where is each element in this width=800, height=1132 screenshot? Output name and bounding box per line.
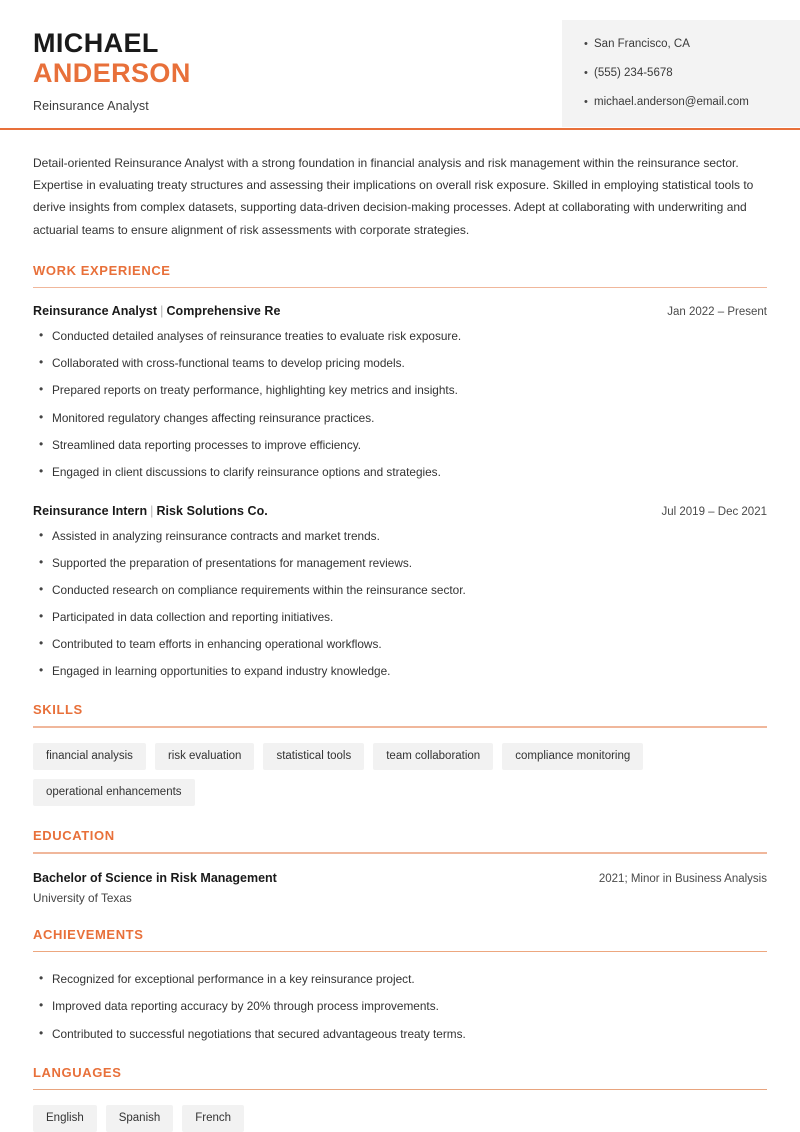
list-item: • Monitored regulatory changes affecting reinsurance practices. bbox=[33, 410, 767, 427]
experience-entry-header bbox=[33, 504, 767, 518]
section-skills bbox=[33, 702, 767, 806]
list-item: • Contributed to team efforts in enhancing operational workflows. bbox=[33, 636, 767, 653]
list-item: • Participated in data collection and reporting initiatives. bbox=[33, 609, 767, 626]
skill-tag: statistical tools bbox=[263, 743, 364, 770]
contact-phone[interactable] bbox=[584, 66, 800, 81]
experience-entry-header bbox=[33, 304, 767, 318]
education-school: University of Texas bbox=[33, 890, 132, 905]
list-item: • Conducted detailed analyses of reinsurance treaties to evaluate risk exposure. bbox=[33, 328, 767, 345]
identity-block bbox=[0, 18, 191, 113]
skill-tag: compliance monitoring bbox=[502, 743, 643, 770]
experience-role-0: Reinsurance Analyst bbox=[33, 304, 158, 319]
language-tag: Spanish bbox=[106, 1105, 174, 1132]
section-title-achievements: ACHIEVEMENTS bbox=[33, 926, 144, 942]
experience-title-0 bbox=[33, 304, 281, 318]
skill-tag: risk evaluation bbox=[155, 743, 255, 770]
experience-bullets-0 bbox=[33, 328, 767, 481]
list-item: • Engaged in client discussions to clarify reinsurance options and strategies. bbox=[33, 464, 767, 481]
experience-date-1: Jul 2019 – Dec 2021 bbox=[661, 505, 767, 518]
contact-location bbox=[584, 37, 800, 52]
list-item: • Streamlined data reporting processes to improve efficiency. bbox=[33, 437, 767, 454]
contact-panel bbox=[562, 20, 800, 127]
experience-bullets-1 bbox=[33, 528, 767, 681]
education-meta: 2021; Minor in Business Analysis bbox=[598, 872, 767, 885]
section-rule-work bbox=[33, 287, 767, 289]
skill-tag: team collaboration bbox=[373, 743, 493, 770]
education-entry-header bbox=[33, 871, 767, 885]
experience-date-0: Jan 2022 – Present bbox=[667, 306, 767, 319]
section-achievements bbox=[33, 927, 767, 1043]
section-title-work: WORK EXPERIENCE bbox=[33, 262, 171, 278]
resume-header bbox=[0, 0, 800, 128]
experience-entry bbox=[33, 504, 767, 681]
languages-tag-list bbox=[33, 1105, 767, 1132]
list-item: • Recognized for exceptional performance in a key reinsurance project. bbox=[33, 971, 767, 988]
section-title-education: EDUCATION bbox=[33, 828, 115, 844]
list-item: • Collaborated with cross-functional teams to develop pricing models. bbox=[33, 355, 767, 372]
language-tag: English bbox=[33, 1105, 97, 1132]
section-rule-education bbox=[33, 852, 767, 854]
section-rule-skills bbox=[33, 726, 767, 728]
bullet-icon: • bbox=[584, 38, 588, 50]
contact-phone-text[interactable]: (555) 234-5678 bbox=[594, 66, 673, 79]
section-rule-languages bbox=[33, 1089, 767, 1091]
skill-tag: financial analysis bbox=[33, 743, 146, 770]
list-item: • Conducted research on compliance requirements within the reinsurance sector. bbox=[33, 582, 767, 599]
contact-location-text: San Francisco, CA bbox=[594, 38, 690, 50]
first-name: MICHAEL bbox=[33, 28, 159, 58]
job-title: Reinsurance Analyst bbox=[33, 99, 149, 114]
section-languages bbox=[33, 1065, 767, 1132]
section-education bbox=[33, 828, 767, 905]
achievements-list bbox=[33, 971, 767, 1042]
education-degree: Bachelor of Science in Risk Management bbox=[33, 870, 277, 885]
name-last-line bbox=[33, 58, 191, 88]
list-item: • Prepared reports on treaty performance, highlighting key metrics and insights. bbox=[33, 382, 767, 399]
skill-tag: operational enhancements bbox=[33, 779, 195, 806]
language-tag: French bbox=[182, 1105, 244, 1132]
list-item: • Supported the preparation of presentations for management reviews. bbox=[33, 555, 767, 572]
professional-summary: Detail-oriented Reinsurance Analyst with a strong foundation in financial analysis and risk management within the reinsurance sector. Expertise in evaluating treaty structures and assessing their implications on overall risk exposure. Skilled in employing statistical tools to derive insights from complex datasets, supporting data-driven decision-making processes. Adept at collaborating with underwriting and actuarial teams to ensure alignment of risk assessments with corporate strategies. bbox=[33, 156, 754, 237]
experience-role-1: Reinsurance Intern bbox=[33, 503, 148, 518]
title-separator: | bbox=[150, 503, 154, 518]
name-first-line bbox=[33, 28, 191, 58]
list-item: • Assisted in analyzing reinsurance contracts and market trends. bbox=[33, 528, 767, 545]
skills-tag-list bbox=[33, 743, 767, 806]
resume-body bbox=[0, 130, 800, 1132]
experience-title-1 bbox=[33, 504, 268, 518]
list-item: • Engaged in learning opportunities to expand industry knowledge. bbox=[33, 663, 767, 680]
contact-email[interactable] bbox=[584, 95, 800, 110]
experience-entry bbox=[33, 304, 767, 481]
last-name: ANDERSON bbox=[33, 58, 191, 89]
contact-email-text[interactable]: michael.anderson@email.com bbox=[594, 95, 749, 108]
experience-company-0: Comprehensive Re bbox=[166, 304, 281, 319]
section-work-experience bbox=[33, 263, 767, 681]
section-title-skills: SKILLS bbox=[33, 702, 83, 718]
section-rule-achievements bbox=[33, 951, 767, 953]
bullet-icon: • bbox=[584, 95, 588, 108]
list-item: • Contributed to successful negotiations that secured advantageous treaty terms. bbox=[33, 1026, 767, 1043]
title-separator: | bbox=[160, 304, 164, 319]
experience-company-1: Risk Solutions Co. bbox=[156, 503, 268, 518]
list-item: • Improved data reporting accuracy by 20% through process improvements. bbox=[33, 998, 767, 1015]
bullet-icon: • bbox=[584, 66, 588, 79]
section-title-languages: LANGUAGES bbox=[33, 1064, 122, 1080]
